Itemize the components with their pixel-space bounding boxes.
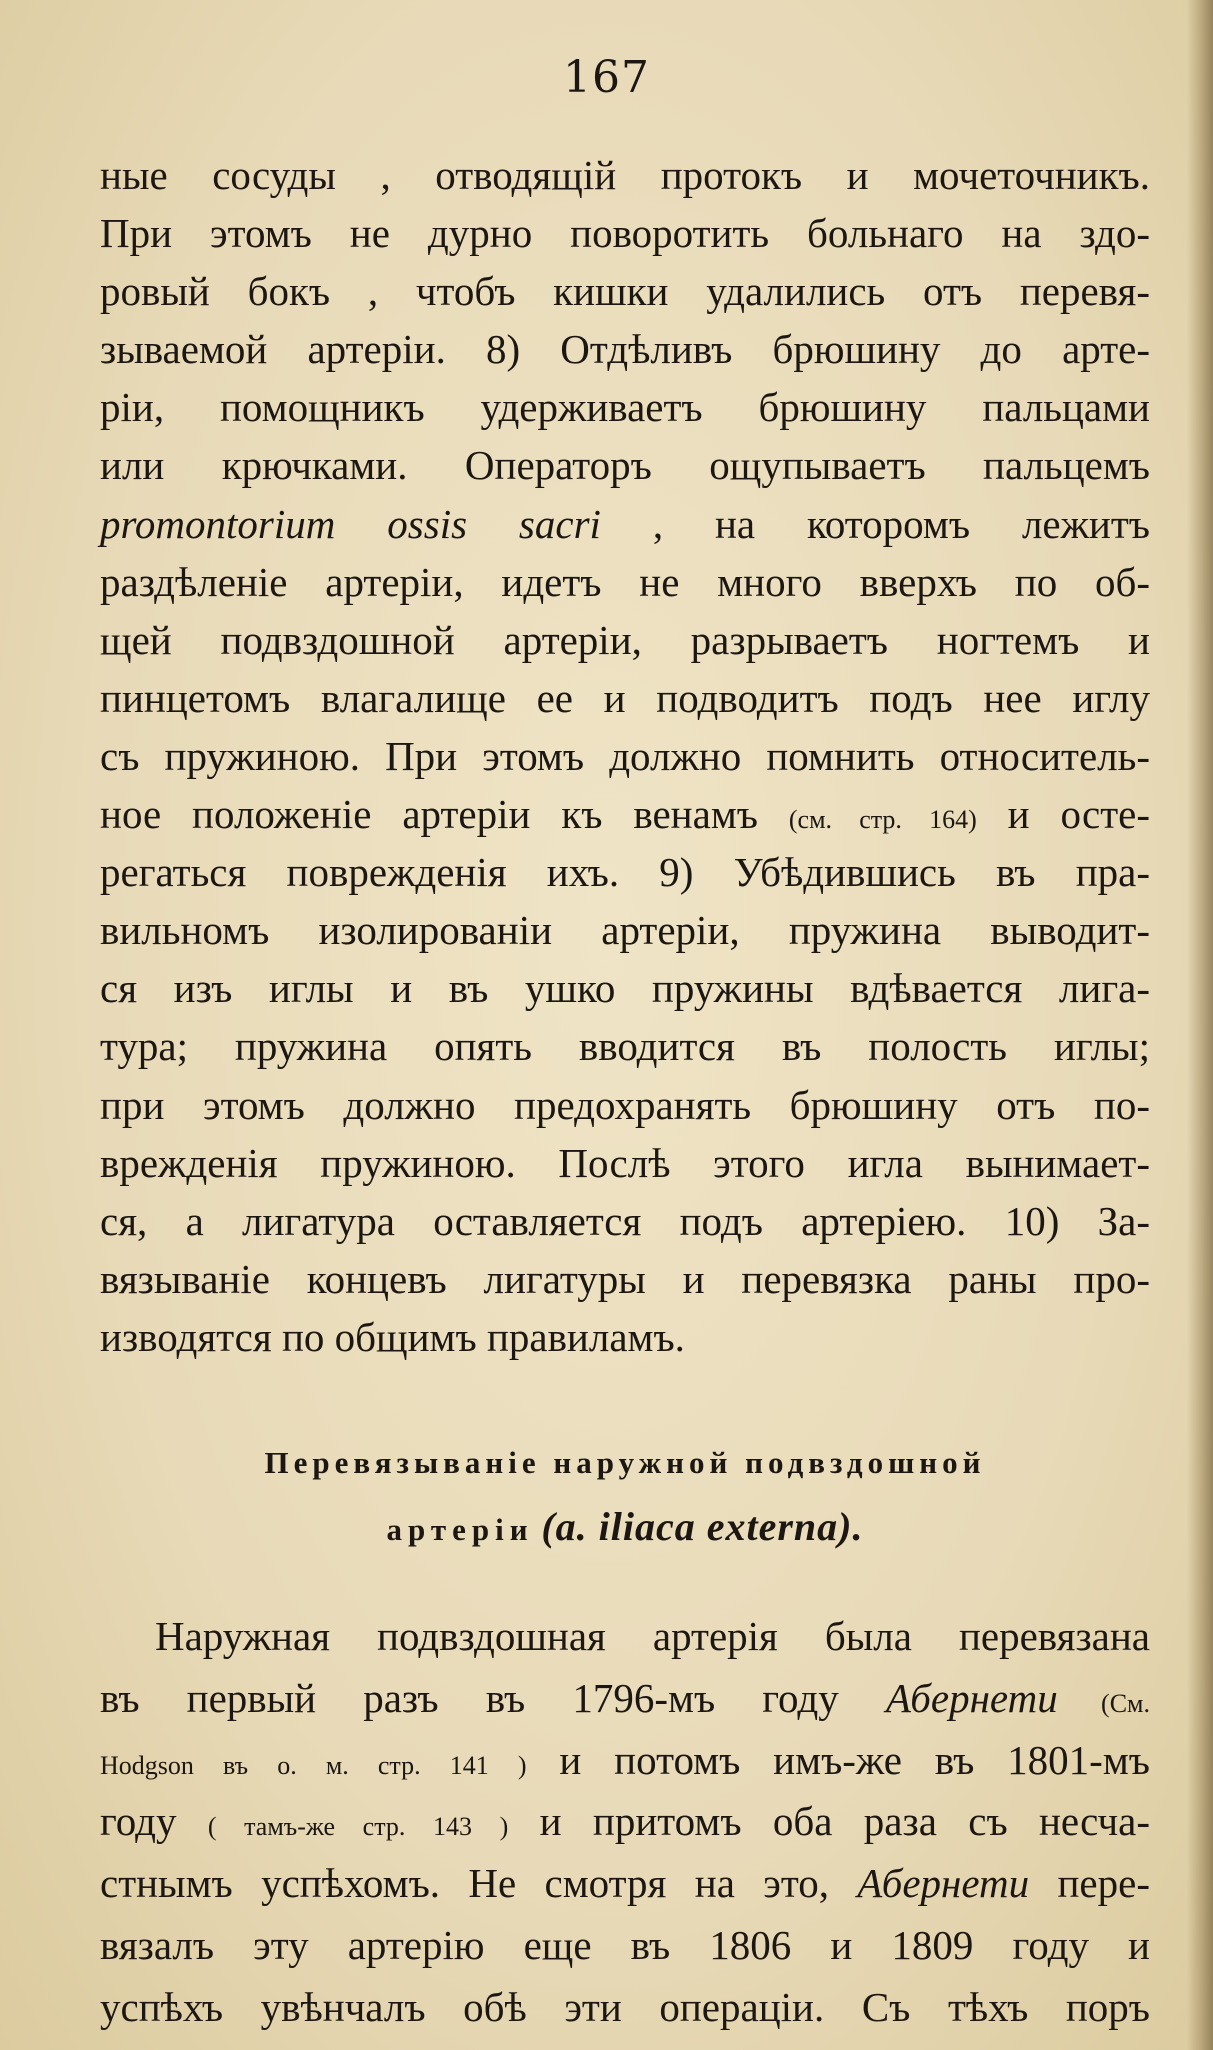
paragraph-history [100, 1606, 1150, 2039]
text-line [100, 1730, 1150, 1792]
text-line [100, 1853, 1150, 1915]
text-line: изводятся по общимъ правиламъ. [100, 1313, 685, 1360]
text-fragment: и потомъ имъ-же въ 1801-мъ [526, 1736, 1150, 1783]
person-name: Абернети [885, 1674, 1058, 1721]
text-line: Наружная подвздошная артерія была перевязана [155, 1613, 1150, 1659]
text-line: или крючками. Операторъ ощупываетъ пальцемъ [100, 442, 1150, 489]
text-fragment: , на которомъ лежитъ [600, 500, 1150, 547]
page-reference: Hodgson въ о. м. стр. 141 ) [100, 1750, 527, 1780]
text-line: успѣхъ увѣнчалъ обѣ эти операціи. Съ тѣхъ поръ [100, 1983, 1150, 2030]
section-heading-line2 [100, 1496, 1150, 1558]
text-fragment: пере- [1029, 1860, 1150, 1907]
text-fragment: въ первый разъ въ 1796-мъ году [100, 1674, 886, 1721]
text-line: вязалъ эту артерію еще въ 1806 и 1809 году и [100, 1921, 1150, 1968]
text-line [100, 495, 1150, 553]
text-line [100, 1668, 1150, 1730]
text-fragment: году [100, 1798, 208, 1845]
text-line: пинцетомъ влагалище ее и подводитъ подъ нее иглу [100, 674, 1150, 721]
page-reference: ( тамъ-же стр. 143 ) [207, 1812, 509, 1842]
text-line: вильномъ изолированіи артеріи, пружина выводит- [100, 907, 1150, 954]
page-edge-shadow [1187, 0, 1213, 2050]
text-line: ся, а лигатура оставляется подъ артеріею. 10) За- [100, 1197, 1150, 1244]
page-number: 167 [563, 52, 650, 103]
text-fragment: ное положеніе артеріи къ венамъ [100, 791, 789, 838]
text-line: раздѣленіе артеріи, идетъ не много вверхъ по об- [100, 558, 1150, 605]
text-line: врежденія пружиною. Послѣ этого игла вынимает- [100, 1139, 1150, 1186]
text-line: ровый бокъ , чтобъ кишки удалились отъ перевя- [100, 268, 1150, 315]
text-fragment: и осте- [976, 791, 1151, 838]
text-line: ся изъ иглы и въ ушко пружины вдѣвается лига- [100, 965, 1150, 1012]
paragraph-ligation-steps [100, 146, 1150, 1366]
text-line: зываемой артеріи. 8) Отдѣливъ брюшину до арте- [100, 326, 1150, 373]
text-line [100, 785, 1150, 843]
latin-term: (a. iliaca externa). [541, 1504, 864, 1549]
person-name: Абернети [857, 1860, 1030, 1907]
page-reference: (См. [1057, 1688, 1151, 1718]
text-line: регаться поврежденія ихъ. 9) Убѣдившись въ пра- [100, 849, 1150, 896]
text-line: ные сосуды , отводящій протокъ и мочеточникъ. [100, 152, 1150, 198]
text-line: щей подвздошной артеріи, разрываетъ ногтемъ и [100, 616, 1150, 663]
section-heading: Перевязываніе наружной подвздошной [264, 1445, 986, 1480]
text-line: При этомъ не дурно поворотить больнаго на здо- [100, 210, 1150, 257]
page-reference: (см. стр. 164) [788, 805, 977, 835]
text-fragment: и притомъ оба раза съ несча- [508, 1798, 1151, 1845]
heading-word: артеріи [386, 1512, 534, 1547]
text-line: вязываніе концевъ лигатуры и перевязка раны про- [100, 1255, 1150, 1302]
text-line: при этомъ должно предохранять брюшину отъ по- [100, 1081, 1150, 1128]
text-line: ріи, помощникъ удерживаетъ брюшину пальцами [100, 384, 1150, 431]
latin-term: promontorium ossis sacri [100, 500, 601, 547]
text-fragment: стнымъ успѣхомъ. Не смотря на это, [100, 1860, 858, 1907]
text-line: тура; пружина опять вводится въ полость иглы; [100, 1023, 1150, 1070]
text-line: съ пружиною. При этомъ должно помнить относитель- [100, 732, 1150, 779]
text-line [100, 1791, 1150, 1853]
